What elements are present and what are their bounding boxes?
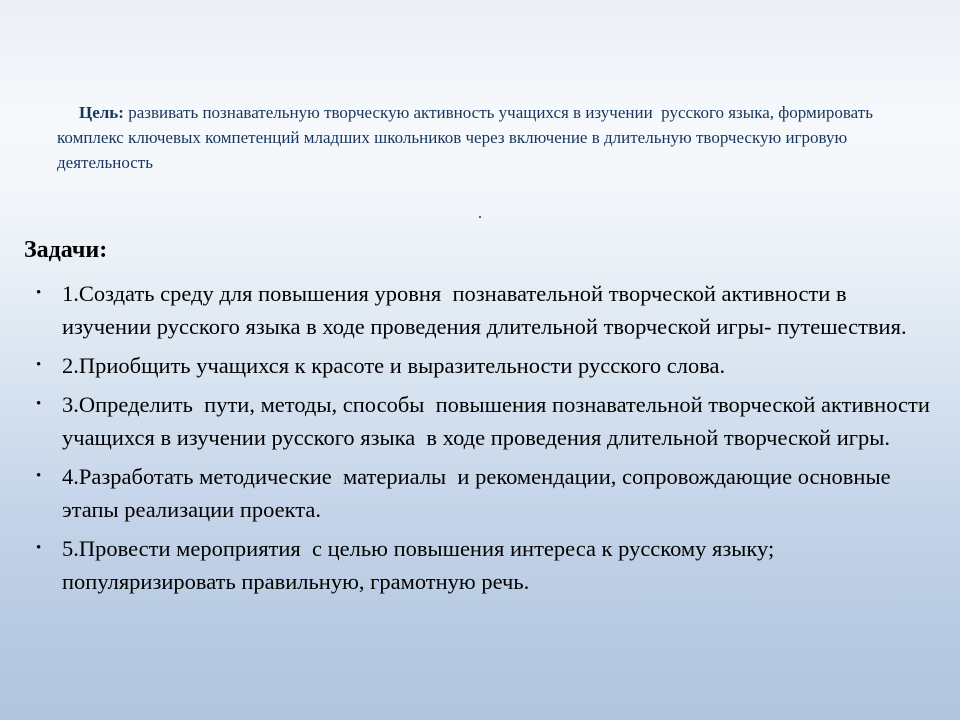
- task-item: [36, 388, 936, 454]
- goal-text: развивать познавательную творческую активность учащихся в изучении русского языка, формировать комплекс ключевых компетенций младших школьников через включение в длительную творческую игровую деятельность: [57, 103, 878, 172]
- goal-label: Цель:: [79, 103, 129, 122]
- bullet-icon: •: [36, 285, 42, 301]
- standalone-period: .: [478, 205, 482, 222]
- bullet-icon: •: [36, 468, 42, 484]
- task-item: [36, 349, 932, 382]
- task-text: 3.Определить пути, методы, способы повышения познавательной творческой активности учащихся в изучении русского языка в ходе проведения длительной творческой игры.: [62, 392, 936, 450]
- task-item: [36, 277, 932, 343]
- task-text: 4.Разработать методические материалы и рекомендации, сопровождающие основные этапы реализации проекта.: [62, 464, 897, 522]
- bullet-icon: •: [36, 540, 42, 556]
- tasks-heading: Задачи:: [24, 237, 108, 263]
- bullet-icon: •: [36, 396, 42, 412]
- task-text: 2.Приобщить учащихся к красоте и выразительности русского слова.: [62, 353, 726, 378]
- tasks-list: [36, 277, 936, 598]
- task-text: 1.Создать среду для повышения уровня познавательной творческой активности в изучении русского языка в ходе проведения длительной творческой игры- путешествия.: [62, 281, 907, 339]
- bullet-icon: •: [36, 357, 42, 373]
- task-item: [36, 460, 932, 526]
- task-text: 5.Провести мероприятия с целью повышения интереса к русскому языку; популяризировать правильную, грамотную речь.: [62, 536, 780, 594]
- goal-paragraph: [57, 100, 904, 175]
- task-item: [36, 532, 932, 598]
